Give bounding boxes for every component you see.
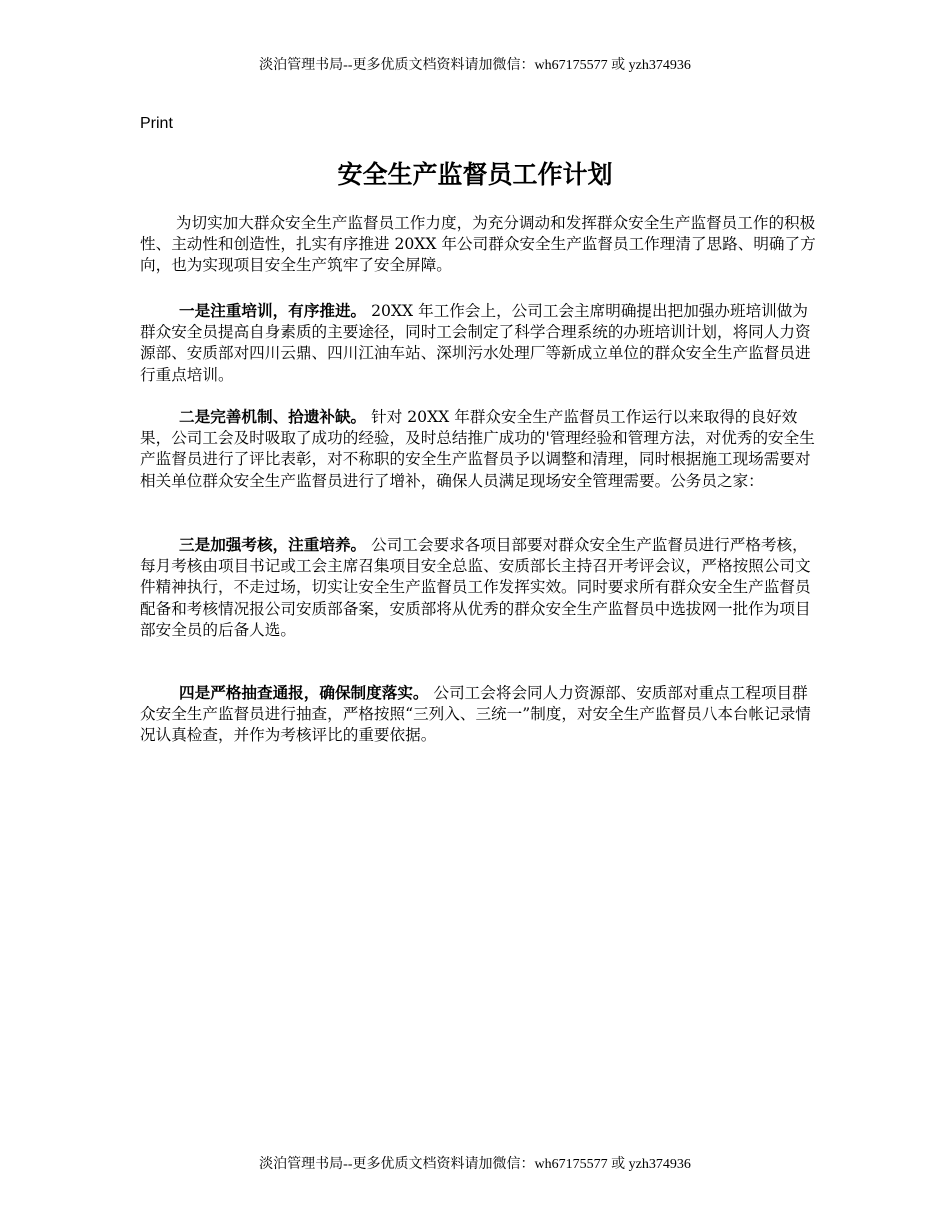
paragraph-text: 公司工会将会同人力资源部、安质部对重点工程项目群众安全生产监督员进行抽查，严格按照“三列入、三统一”制度，对安全生产监督员八本台帐记录情况认真检查，并作为考核评比的重要依据。 (140, 684, 811, 745)
paragraph-lead: 四是严格抽查通报，确保制度落实。 (179, 683, 429, 702)
section-paragraph-assessment (140, 534, 816, 641)
intro-paragraph (140, 213, 816, 277)
section-paragraph-inspection (140, 682, 816, 747)
print-label: Print (140, 115, 173, 132)
page-header-note: 淡泊管理书局--更多优质文档资料请加微信：wh67175577 或 yzh374936 (259, 58, 691, 73)
paragraph-lead: 二是完善机制、拾遗补缺。 (179, 407, 367, 426)
page-footer-note: 淡泊管理书局--更多优质文档资料请加微信：wh67175577 或 yzh374936 (259, 1157, 691, 1172)
document-title: 安全生产监督员工作计划 (337, 160, 613, 189)
paragraph-text: 针对 20XX 年群众安全生产监督员工作运行以来取得的良好效果，公司工会及时吸取了成功的经验，及时总结推广成功的'管理经验和管理方法，对优秀的安全生产监督员进行了评比表彰，对不称职的安全生产监督员予以调整和清理，同时根据施工现场需要对相关单位群众安全生产监督员进行了增补，确保人员满足现场安全管理需要。公务员之家： (140, 408, 815, 490)
paragraph-text: 公司工会要求各项目部要对群众安全生产监督员进行严格考核，每月考核由项目书记或工会主席召集项目安全总监、安质部长主持召开考评会议，严格按照公司文件精神执行，不走过场，切实让安全生产监督员工作发挥实效。同时要求所有群众安全生产监督员配备和考核情况报公司安质部备案，安质部将从优秀的群众安全生产监督员中选拔网一批作为项目部安全员的后备人选。 (140, 536, 811, 639)
paragraph-text: 为切实加大群众安全生产监督员工作力度，为充分调动和发挥群众安全生产监督员工作的积极性、主动性和创造性，扎实有序推进 20XX 年公司群众安全生产监督员工作理清了思路、明确了方向，也为实现项目安全生产筑牢了安全屏障。 (140, 214, 816, 275)
paragraph-lead: 一是注重培训，有序推进。 (179, 301, 367, 320)
paragraph-lead: 三是加强考核，注重培养。 (179, 535, 367, 554)
section-paragraph-mechanism (140, 406, 816, 492)
paragraph-text: 20XX 年工作会上，公司工会主席明确提出把加强办班培训做为群众安全员提高自身素质的主要途径，同时工会制定了科学合理系统的办班培训计划，将同人力资源部、安质部对四川云鼎、四川江油车站、深圳污水处理厂等新成立单位的群众安全生产监督员进行重点培训。 (140, 302, 811, 384)
section-paragraph-training (140, 300, 816, 386)
